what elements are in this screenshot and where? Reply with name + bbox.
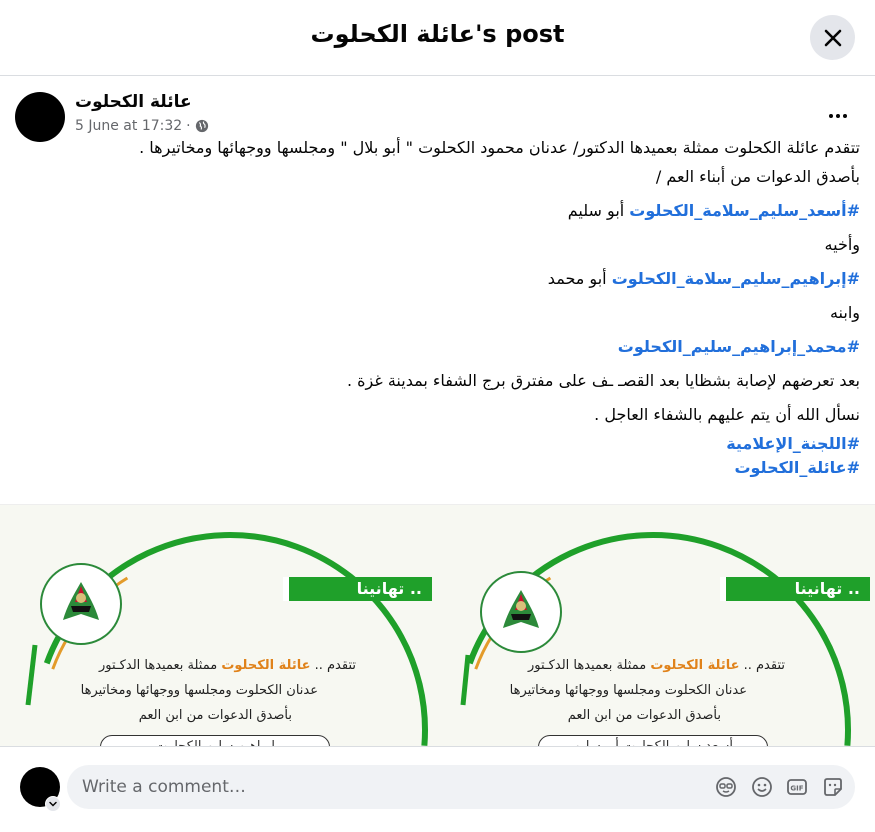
- post-line: [15, 456, 860, 480]
- hashtag-link[interactable]: #محمد_إبراهيم_سليم_الكحلوت: [617, 337, 860, 356]
- close-icon: [823, 28, 843, 48]
- hashtag-link[interactable]: #إبراهيم_سليم_سلامة_الكحلوت: [611, 269, 860, 288]
- comment-box: [67, 765, 855, 809]
- comment-input[interactable]: [82, 765, 702, 809]
- svg-text:GIF: GIF: [790, 784, 804, 793]
- post-line: تتقدم عائلة الكحلوت ممثلة بعميدها الدكتور/ عدنان محمود الكحلوت " أبو بلال " ومجلسها ووجهائها ومخاتيرها .: [139, 138, 860, 157]
- meta-separator: ·: [186, 118, 191, 134]
- post-text: [15, 136, 860, 480]
- chevron-down-icon: [48, 799, 58, 809]
- sticker-icon: [715, 776, 737, 798]
- post-dialog-header: [0, 0, 875, 76]
- hashtag-link[interactable]: #عائلة_الكحلوت: [734, 458, 860, 477]
- post-meta: [75, 118, 209, 134]
- sticker-button[interactable]: [715, 776, 737, 798]
- image-text: [81, 653, 356, 728]
- post-line: [15, 432, 860, 456]
- family-emblem-icon: [40, 563, 122, 645]
- post-line: [15, 262, 860, 296]
- image-line: عدنان الكحلوت ومجلسها ووجهائها ومخاتيرها: [80, 683, 318, 698]
- post-text-fragment: أبو محمد: [547, 269, 612, 288]
- post-image-1[interactable]: [0, 505, 432, 747]
- gif-button[interactable]: [786, 776, 808, 798]
- close-button[interactable]: [810, 15, 855, 60]
- image-line: تتقدم .. عائلة الكحلوت ممثلة بعميدها الدكـتور: [527, 658, 785, 673]
- image-line: بأصدق الدعوات من ابن العم: [138, 708, 292, 723]
- avatar-sticker-button[interactable]: [822, 776, 844, 798]
- image-line: بأصدق الدعوات من ابن العم: [567, 708, 721, 723]
- post-line: [15, 330, 860, 364]
- post-line: بعد تعرضهم لإصابة بشظايا بعد القصـ ـف على مفترق برج الشفاء بمدينة غزة .: [347, 371, 860, 390]
- emoji-icon: [751, 776, 773, 798]
- comment-composer: [0, 746, 875, 832]
- image-line: عدنان الكحلوت ومجلسها ووجهائها ومخاتيرها: [509, 683, 747, 698]
- post-line: وأخيه: [824, 235, 860, 254]
- globe-icon[interactable]: [195, 119, 209, 133]
- hashtag-link[interactable]: #أسعد_سليم_سلامة_الكحلوت: [629, 201, 860, 220]
- image-text: [510, 653, 785, 728]
- gif-icon: [786, 776, 808, 798]
- more-horizontal-icon: [829, 114, 833, 118]
- dialog-title: عائلة الكحلوت's post: [310, 20, 565, 48]
- author-name[interactable]: عائلة الكحلوت: [75, 92, 192, 112]
- post-line: [15, 194, 860, 228]
- post-line: وابنه: [829, 303, 860, 322]
- post-timestamp[interactable]: 5 June at 17:32: [75, 118, 183, 134]
- image-banner: تهانينا ..: [720, 577, 870, 601]
- family-emblem-icon: [480, 571, 562, 653]
- author-avatar[interactable]: [15, 92, 65, 142]
- post-images: [0, 504, 875, 746]
- post-line: بأصدق الدعوات من أبناء العم /: [655, 167, 860, 186]
- more-options-button[interactable]: [822, 106, 854, 126]
- hashtag-link[interactable]: #اللجنة_الإعلامية: [726, 434, 860, 453]
- post-line: نسأل الله أن يتم عليهم بالشفاء العاجل .: [594, 405, 860, 424]
- image-line: تتقدم .. عائلة الكحلوت ممثلة بعميدها الدكـتور: [98, 658, 356, 673]
- post: [0, 76, 875, 746]
- post-text-fragment: أبو سليم: [567, 201, 630, 220]
- post-image-2[interactable]: [438, 505, 870, 747]
- emoji-button[interactable]: [751, 776, 773, 798]
- avatar-sticker-icon: [822, 776, 844, 798]
- profile-switch-button[interactable]: [45, 796, 61, 812]
- image-banner: تهانينا ..: [283, 577, 432, 601]
